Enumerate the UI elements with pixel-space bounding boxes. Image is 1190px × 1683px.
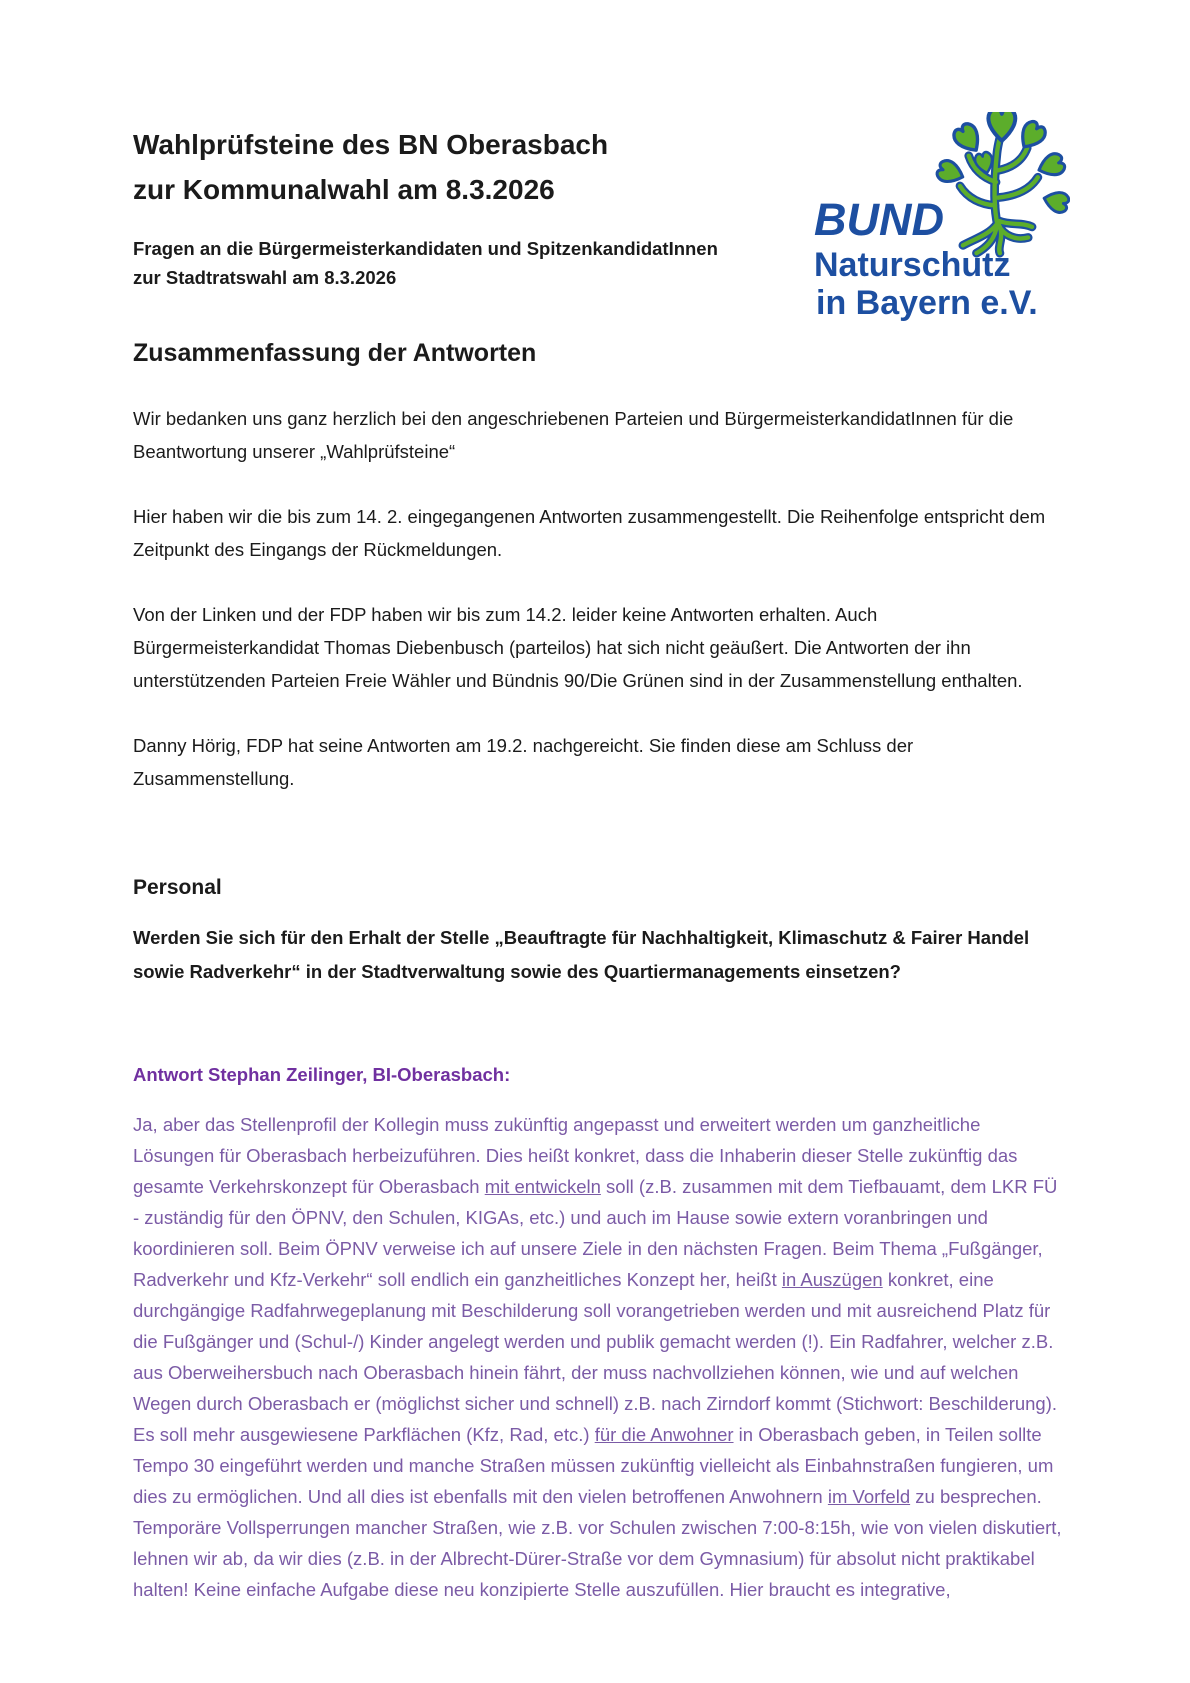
logo-text-naturschutz: Naturschutz: [814, 246, 1011, 284]
answer-underlined-phrase: im Vorfeld: [827, 1486, 911, 1507]
document-content: [133, 0, 1065, 1605]
document-title-line2: zur Kommunalwahl am 8.3.2026: [133, 174, 555, 205]
answer-text-segment: konkret, eine durchgängige Radfahrwegeplanung mit Beschilderung soll vorangetrieben werden und mit ausreichend Platz für die Fußgänger und (Schul-/) Kinder angelegt werden und publik gemacht werden (!). Ein Radfahrer, welcher z.B. aus Oberweihersbuch nach Oberasbach hinein fährt, der muss nachvollziehen können, wie und auf welchen Wegen durch Oberasbach er (möglichst sicher und schnell) z.B. nach Zirndorf kommt (Stichwort: Beschilderung). Es soll mehr ausgewiesene Parkflächen (Kfz, Rad, etc.): [133, 1269, 1058, 1445]
document-subtitle: [133, 234, 1065, 292]
summary-paragraph-4: Danny Hörig, FDP hat seine Antworten am 19.2. nachgereicht. Sie finden diese am Schluss der Zusammenstellung.: [133, 735, 914, 789]
summary-paragraph-3: Von der Linken und der FDP haben wir bis zum 14.2. leider keine Antworten erhalten. Auch Bürgermeisterkandidat Thomas Diebenbusch (parteilos) hat sich nicht geäußert. Die Antworten der ihn unterstützenden Parteien Freie Wähler und Bündnis 90/Die Grünen sind in der Zusammenstellung enthalten.: [133, 604, 1023, 691]
document-subtitle-line2: zur Stadtratswahl am 8.3.2026: [133, 267, 397, 288]
summary-paragraph-2: Hier haben wir die bis zum 14. 2. eingegangenen Antworten zusammengestellt. Die Reihenfolge entspricht dem Zeitpunkt des Eingangs der Rückmeldungen.: [133, 506, 1046, 560]
answer-paragraph: [133, 1109, 1065, 1605]
answer-text-segment: soll (z.B. zusammen mit dem Tiefbauamt, dem LKR FÜ - zuständig für den ÖPNV, den Schulen, KIGAs, etc.) und auch im Hause sowie extern voranbringen und koordinieren soll. Beim ÖPNV verweise ich auf unsere Ziele in den nächsten Fragen. Beim Thema „Fußgänger, Radverkehr und Kfz-Verkehr“ soll endlich ein ganzheitliches Konzept her, heißt: [133, 1176, 1058, 1290]
answer-text-segment: zu besprechen. Temporäre Vollsperrungen mancher Straßen, wie z.B. vor Schulen zwischen 7:00-8:15h, wie von vielen diskutiert, lehnen wir ab, da wir dies (z.B. in der Albrecht-Dürer-Straße vor dem Gymnasium) für absolut nicht praktikabel halten! Keine einfache Aufgabe diese neu konzipierte Stelle auszufüllen. Hier braucht es integrative,: [133, 1486, 1062, 1600]
document-subtitle-line1: Fragen an die Bürgermeisterkandidaten und SpitzenkandidatInnen: [133, 238, 718, 259]
logo-text-in-bayern: in Bayern e.V.: [816, 284, 1038, 322]
answer-underlined-phrase: für die Anwohner: [594, 1424, 734, 1445]
question-text: Werden Sie sich für den Erhalt der Stelle „Beauftragte für Nachhaltigkeit, Klimaschutz & Fairer Handel sowie Radverkehr“ in der Stadtverwaltung sowie des Quartiermanagements einsetzen?: [133, 927, 1030, 982]
answer-underlined-phrase: in Auszügen: [781, 1269, 883, 1290]
document-title: [133, 0, 1065, 212]
summary-heading: Zusammenfassung der Antworten: [133, 339, 537, 367]
answer-text-segment: Ja, aber das Stellenprofil der Kollegin muss zukünftig angepasst und erweitert werden um ganzheitliche Lösungen für Oberasbach herbeizuführen. Dies heißt konkret, dass die Inhaberin dieser Stelle zukünftig das gesamte Verkehrskonzept für Oberasbach: [133, 1114, 1018, 1197]
answer-heading: Antwort Stephan Zeilinger, BI-Oberasbach:: [133, 1064, 511, 1085]
summary-paragraph-1: Wir bedanken uns ganz herzlich bei den angeschriebenen Parteien und BürgermeisterkandidatInnen für die Beantwortung unserer „Wahlprüfsteine“: [133, 408, 1014, 462]
answer-text-segment: in Oberasbach geben, in Teilen sollte Tempo 30 eingeführt werden und manche Straßen müssen zukünftig vielleicht als Einbahnstraßen fungieren, um dies zu ermöglichen. Und all dies ist ebenfalls mit den vielen betroffenen Anwohnern: [133, 1424, 1054, 1507]
logo-text-bund: BUND: [814, 194, 944, 245]
document-title-line1: Wahlprüfsteine des BN Oberasbach: [133, 129, 609, 160]
answer-underlined-phrase: mit entwickeln: [484, 1176, 601, 1197]
section-heading-personal: Personal: [133, 876, 222, 899]
